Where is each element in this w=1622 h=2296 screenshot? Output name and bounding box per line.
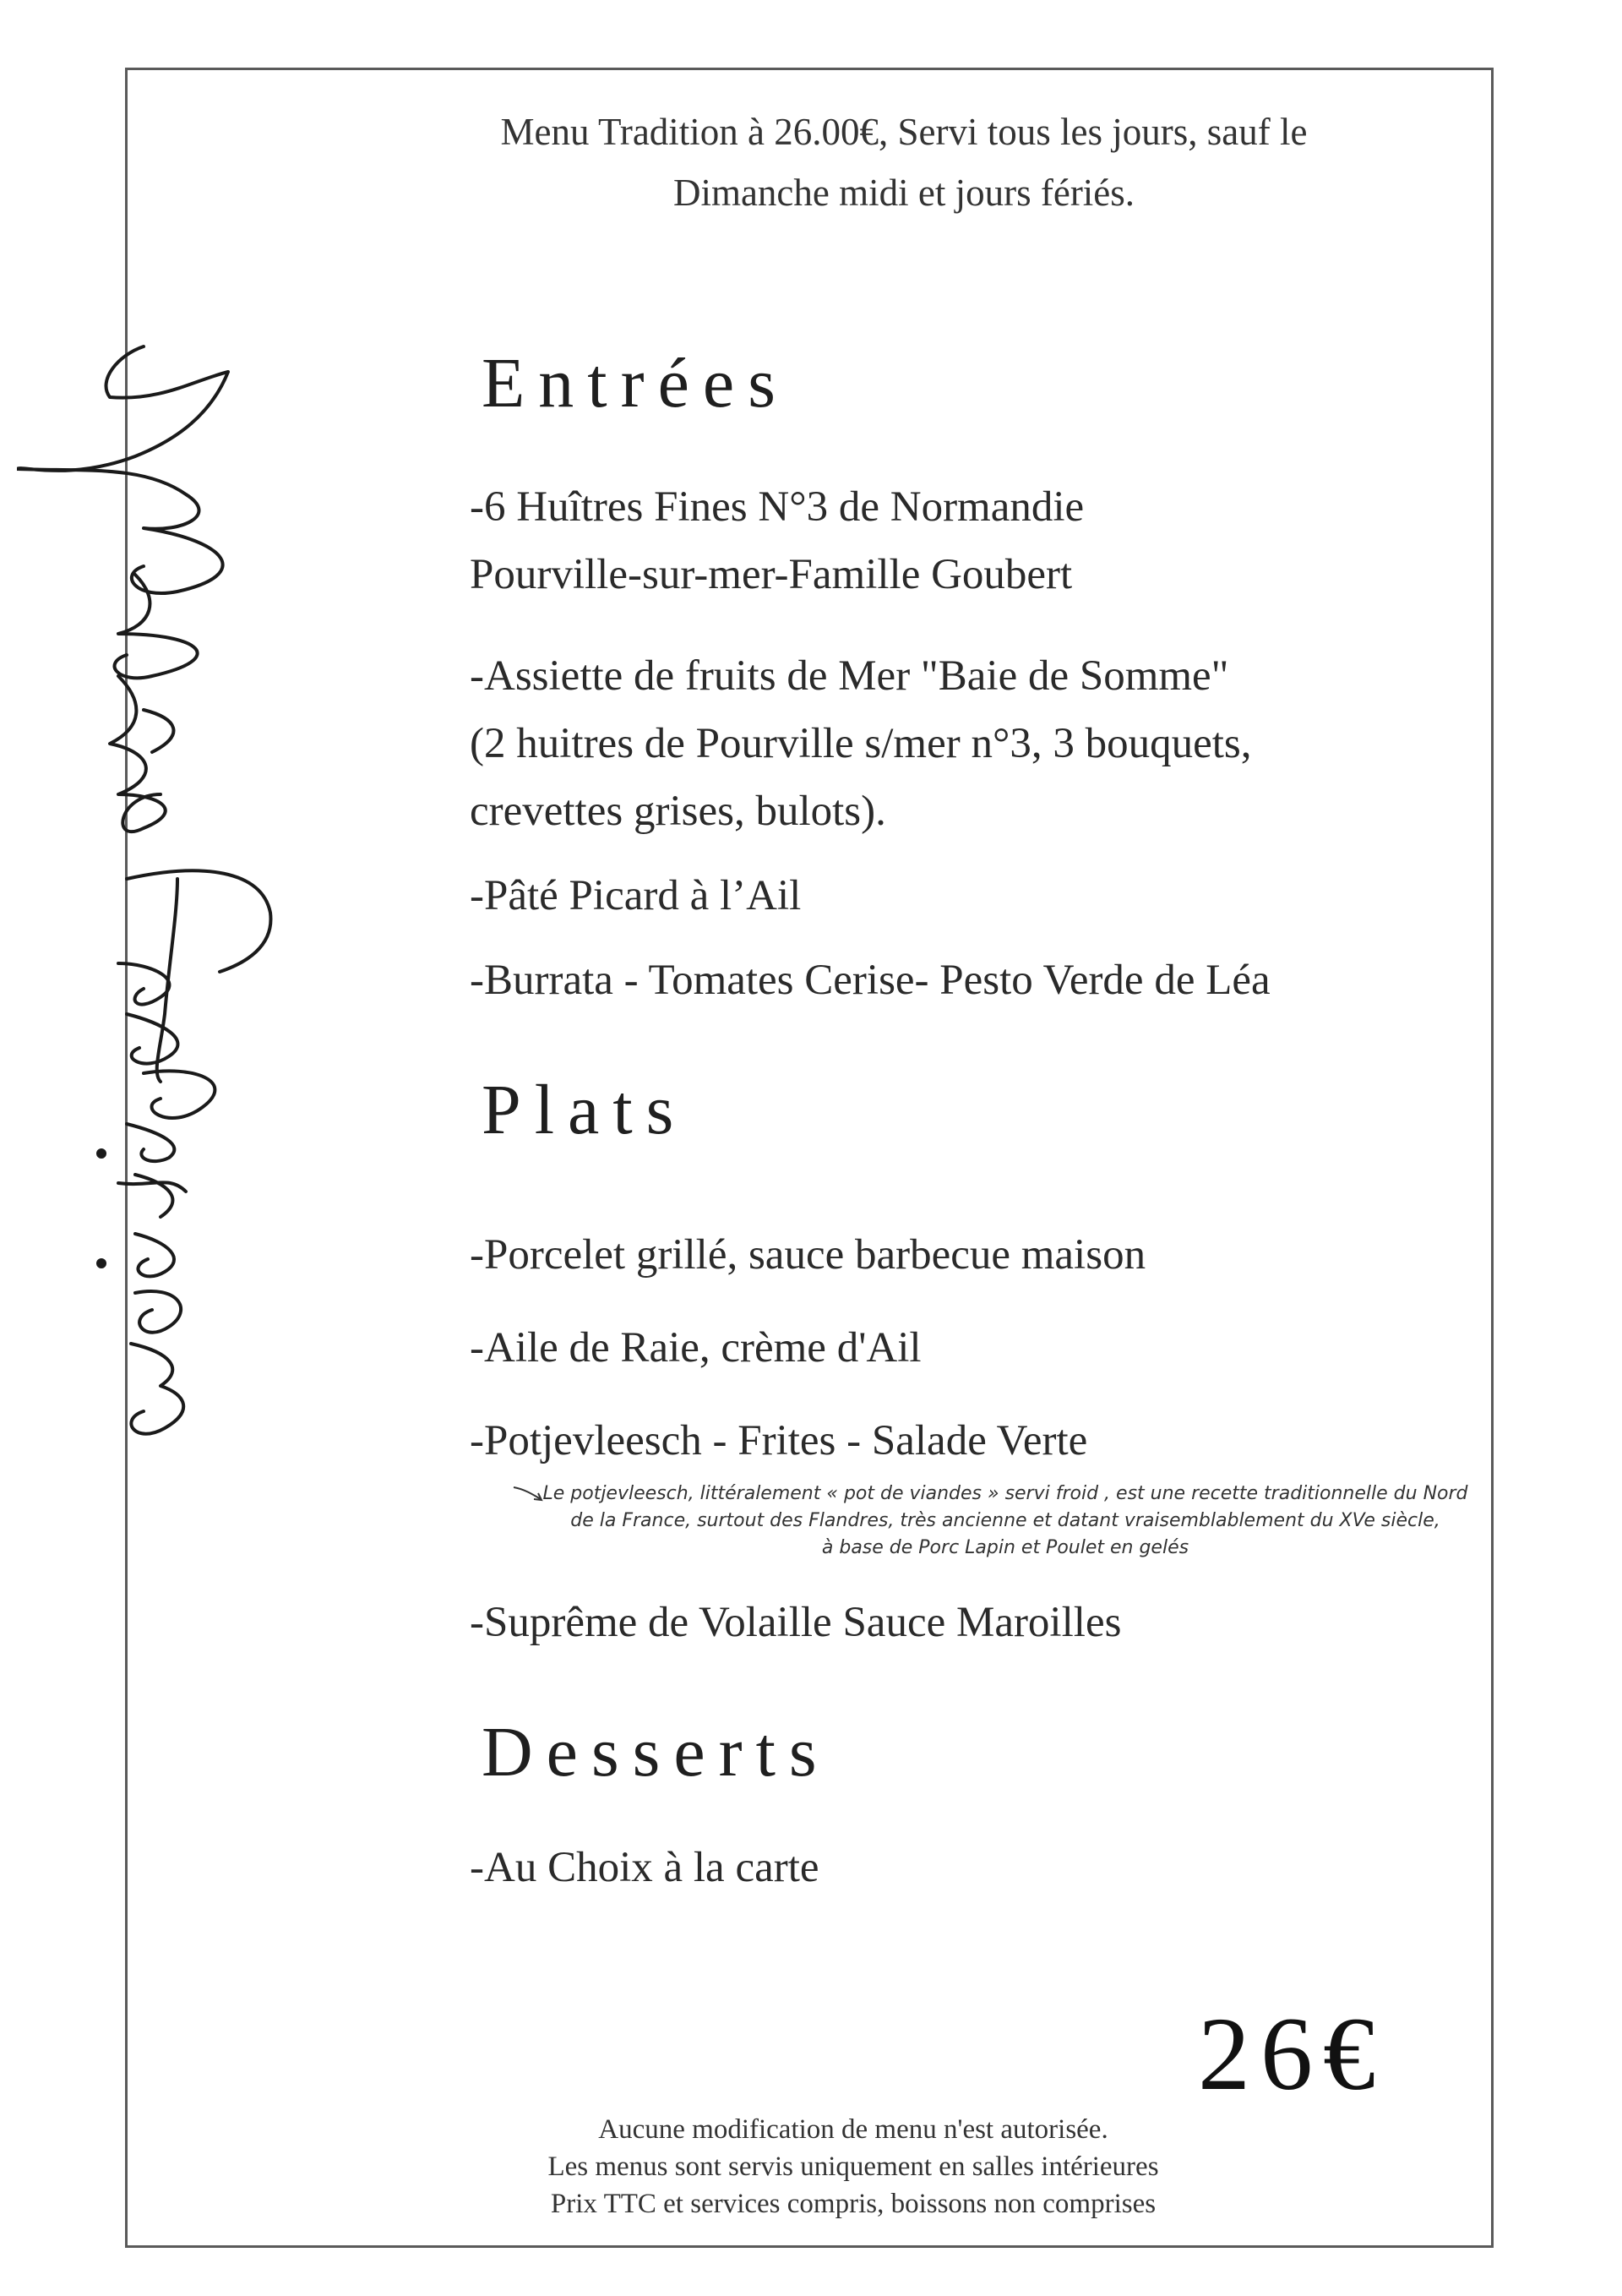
intro-line-1: Menu Tradition à 26.00€, Servi tous les jours, sauf le (500, 111, 1308, 153)
section-title-entrees: Entrées (482, 344, 789, 423)
note-line-2: de la France, surtout des Flandres, très ancienne et datant vraisemblablement du XVe siècle, (570, 1510, 1440, 1531)
menu-border (125, 68, 1494, 2248)
footer-line-3: Prix TTC et services compris, boissons non comprises (550, 2189, 1157, 2219)
plat-item: -Porcelet grillé, sauce barbecue maison (470, 1231, 1146, 1279)
entree-item-line: Pourville-sur-mer-Famille Goubert (470, 551, 1073, 598)
entree-item-line: -Burrata - Tomates Cerise- Pesto Verde de Léa (470, 957, 1271, 1004)
menu-price: 26€ (1198, 1996, 1385, 2112)
dessert-item: -Au Choix à la carte (470, 1844, 819, 1891)
plat-item: -Aile de Raie, crème d'Ail (470, 1324, 922, 1372)
entree-item-line: -6 Huîtres Fines N°3 de Normandie (470, 483, 1085, 531)
vertical-script-title (17, 321, 304, 1487)
intro-line-2: Dimanche midi et jours fériés. (672, 172, 1135, 214)
footer-line-1: Aucune modification de menu n'est autorisée. (598, 2114, 1108, 2145)
note-line-3: à base de Porc Lapin et Poulet en gelés (821, 1537, 1189, 1558)
footer-line-2: Les menus sont servis uniquement en salles intérieures (547, 2151, 1159, 2182)
entree-item-line: (2 huitres de Pourville s/mer n°3, 3 bouquets, (470, 720, 1252, 767)
potjevleesch-note (507, 1481, 1504, 1562)
plat-item: -Potjevleesch - Frites - Salade Verte (470, 1417, 1088, 1464)
entree-item-line: crevettes grises, bulots). (470, 788, 886, 835)
footer-notes (456, 2111, 1250, 2222)
plat-item: -Suprême de Volaille Sauce Maroilles (470, 1599, 1122, 1646)
menu-intro (473, 101, 1335, 223)
section-title-plats: Plats (482, 1071, 688, 1149)
note-line-1: Le potjevleesch, littéralement « pot de viandes » servi froid , est une recette traditionnelle du Nord (542, 1483, 1468, 1504)
section-title-desserts: Desserts (482, 1713, 830, 1792)
entree-item-line: -Assiette de fruits de Mer "Baie de Somme" (470, 652, 1229, 700)
entree-item-line: -Pâté Picard à l’Ail (470, 872, 802, 919)
